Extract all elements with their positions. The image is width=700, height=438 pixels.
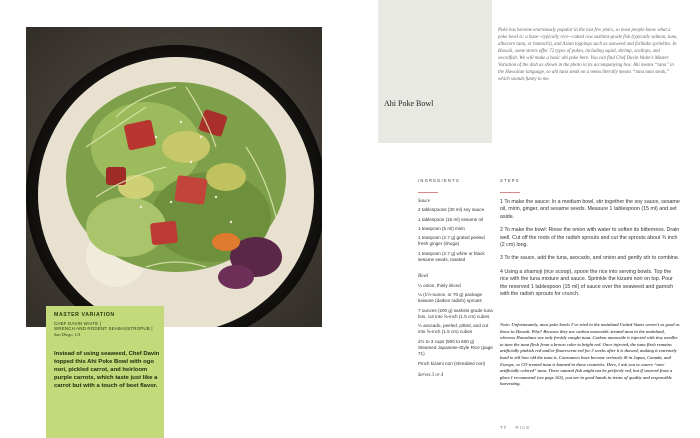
- sauce-label: Sauce: [418, 199, 430, 204]
- ingredient-item: 2 tablespoons (30 ml) soy sauce: [418, 207, 485, 213]
- chef-credit-line1: CHEF DAVIN WAITE |: [54, 321, 102, 326]
- step-item: 4 Using a shamoji (rice scoop), spoon the rice into serving bowls. Top the rice with the tuna mixture and sauce. Sprinkle the kizami nori on top. Pour the reserved 1 tablespoon (15 ml) of sauce over the seaweed and garnish with the radish sprouts for crunch.: [500, 268, 674, 298]
- ingredients-list: [418, 199, 493, 379]
- page-footer: [500, 425, 530, 430]
- ingredient-item: ¼ (1½-ounce, or 70 g) package kaiware (daikon radish) sprouts: [418, 291, 483, 304]
- ingredient-item: 1 teaspoon (2.7 g) white or black sesame seeds, toasted: [418, 250, 485, 263]
- poke-bowl-photo: [26, 27, 322, 327]
- section-name: RICE: [515, 425, 531, 430]
- step-item: 1 To make the sauce: In a medium bowl, stir together the soy sauce, sesame oil, mirin, ginger, and sesame seeds. Measure 1 tablespoon (15 ml) and set aside.: [500, 199, 680, 220]
- step-item: 2 To make the bowl: Rinse the onion with water to soften its bitterness. Drain well. Cut off the roots of the radish sprouts and cut the sprouts about ¾ inch (2 cm) long.: [500, 227, 680, 249]
- title-panel: [378, 0, 492, 143]
- chef-location: San Diego, CA: [54, 332, 81, 338]
- ingredients-header: INGREDIENTS: [418, 178, 460, 183]
- servings: Serves 3 or 4: [418, 372, 444, 378]
- ingredient-item: 7 ounces (200 g) sashimi-grade tuna loin, cut into ⅝-inch (1.5 cm) cubes: [418, 307, 493, 319]
- ingredient-item: ¼ onion, thinly sliced: [418, 282, 461, 288]
- recipe-intro: Poke has become enormously popular in the last few years, so most people know what a poke bowl is: a base—typically rice—cubed raw sashimi-grade fish (typically salmon, tuna, albacore tuna, or hamachi), and Asian toppings such as seaweed and furikake sprinkles. In Hawaii, some stores offer 72 types of pokes, including squid, shrimp, scallops, and swordfish. We will make a basic ahi poke here. You can find Chef Davin Waite's Master Variation of the dish as shown in the photo in its accompanying box. Ahi means “tuna” in the Hawaiian language, so ahi tuna steak on a menu literally means “tuna tuna steak,” which sounds funny to me.: [498, 28, 678, 83]
- ingredients-rule: [418, 192, 438, 193]
- steps-list: [500, 199, 680, 304]
- steps-header: STEPS: [500, 178, 520, 183]
- steps-rule: [500, 192, 520, 193]
- recipe-title: Ahi Poke Bowl: [384, 99, 434, 108]
- master-variation-description: Instead of using seaweed, Chef Davin topped this Ahi Poke Bowl with ogo nori, pickled carrot, and heirloom purple carrots, which taste just like a carrot but with a touch of beet flavor.: [54, 351, 160, 389]
- ingredient-item: 1 teaspoon (5 ml) mirin: [418, 225, 465, 231]
- ingredient-item: 1 tablespoon (15 ml) sesame oil: [418, 216, 484, 222]
- bowl-label: Bowl: [418, 274, 429, 280]
- ingredient-item: 2½ to 3 cups (500 to 600 g) Steamed Japanese-Style Rice (page 71): [418, 338, 493, 357]
- chef-credit: [54, 321, 158, 331]
- master-variation-heading: MASTER VARIATION: [54, 312, 115, 318]
- poke-bowl-illustration: [26, 27, 322, 327]
- ingredient-item: 1 teaspoon (2.7 g) grated peeled fresh ginger (shoga): [418, 235, 485, 247]
- chef-credit-line2: WRENCH AND RODENT SEABASSTROPUB |: [54, 326, 153, 332]
- master-variation-credit: [54, 312, 158, 337]
- recipe-note: Note: Unfortunately, most poke bowls I’ve tried in the mainland United States weren’t as good as those in Hawaii. Why? Because they use carbon monoxide–treated tuna in the mainland, whereas Hawaiians use only freshly caught tuna. Carbon monoxide is injected with tiny needles to turn the tuna flesh from a brown color to bright red. Once injected, the tuna flesh remains artificially pinkish red and/or fluorescent red for 2 weeks after it is thawed, making it extremely hard to tell how old the tuna is. Consumers have become seriously ill in Japan, Canada, and Europe, so CO-treated tuna is banned in those countries. Here, I ask you to source “non-artificially colored” tuna. These natural fish might not be perfectly red, but if sourced from a place I recommend (see page 163), you are in good hands in terms of quality and responsible harvesting.: [500, 322, 680, 387]
- ingredient-item: Pinch kizami nori (shredded nori): [418, 360, 486, 366]
- step-item: 3 To the sauce, add the tuna, avocado, and onion and gently stir to combine.: [500, 255, 680, 262]
- ingredient-item: ½ avocado, peeled, pitted, and cut into ⅝-inch (1.5 cm) cubes: [418, 323, 489, 335]
- page-number: 77: [500, 425, 508, 430]
